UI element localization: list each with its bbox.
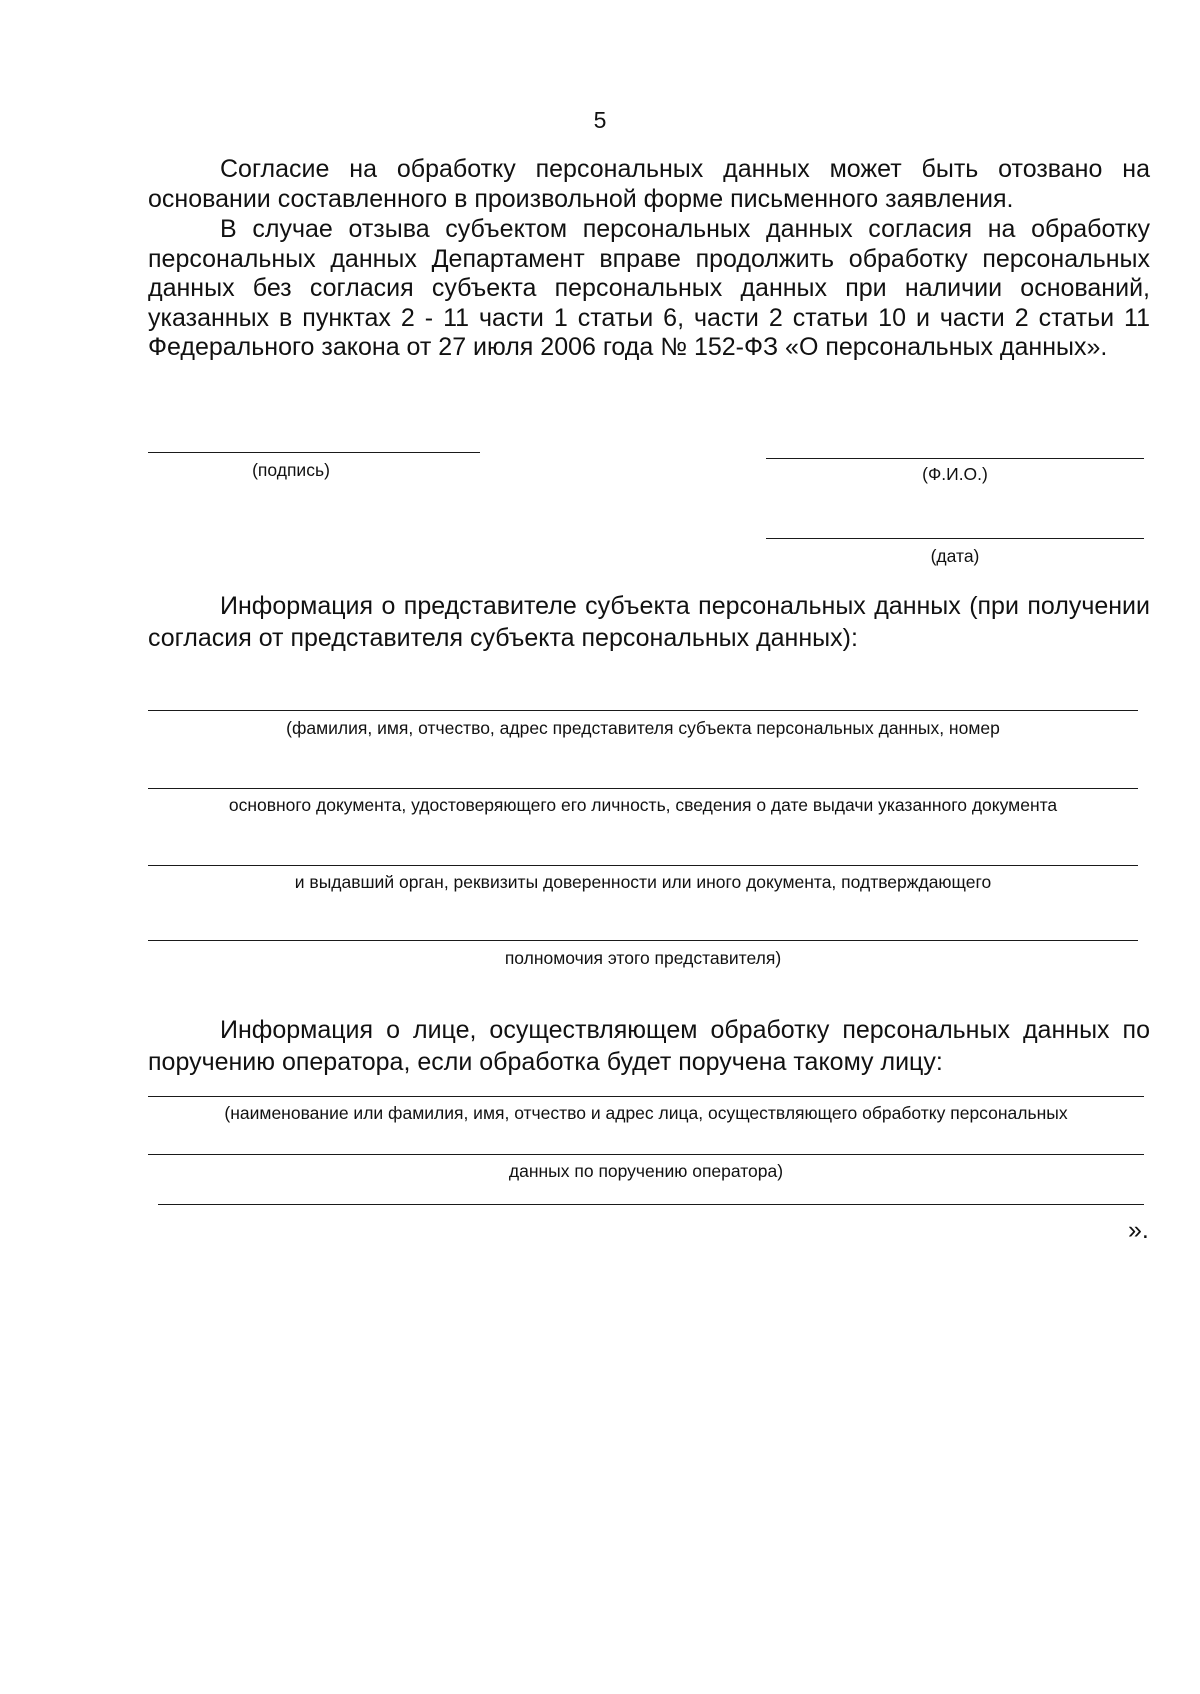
date-line[interactable] (766, 538, 1144, 539)
representative-caption-3: и выдавший орган, реквизиты доверенности или иного документа, подтверждающего (294, 872, 992, 892)
signature-line[interactable] (148, 452, 480, 453)
paragraph-representative-info: Информация о представителе субъекта персональных данных (при получении согласия от представителя субъекта персональных данных): (148, 592, 1150, 652)
signature-caption: (подпись) (252, 460, 330, 480)
representative-caption-1: (фамилия, имя, отчество, адрес представителя субъекта персональных данных, номер (286, 718, 1000, 738)
operator-caption-2: данных по поручению оператора) (508, 1161, 784, 1181)
fio-line[interactable] (766, 458, 1144, 459)
date-caption: (дата) (930, 546, 980, 566)
representative-line-4[interactable] (148, 940, 1138, 941)
fio-caption: (Ф.И.О.) (922, 464, 988, 484)
representative-caption-4: полномочия этого представителя) (504, 948, 782, 968)
paragraph-operator-info: Информация о лице, осуществляющем обработку персональных данных по поручению оператора, если обработка будет поручена такому лицу: (148, 1016, 1150, 1076)
representative-line-1[interactable] (148, 710, 1138, 711)
page-number: 5 (593, 107, 607, 133)
representative-line-3[interactable] (148, 865, 1138, 866)
representative-caption-2: основного документа, удостоверяющего его личность, сведения о дате выдачи указанного документа (228, 795, 1058, 815)
closing-quote-mark: ». (1128, 1216, 1149, 1244)
representative-line-2[interactable] (148, 788, 1138, 789)
operator-line-2[interactable] (148, 1154, 1144, 1155)
paragraph-consent-withdrawal: Согласие на обработку персональных данных может быть отозвано на основании составленного в произвольной форме письменного заявления. (148, 155, 1150, 213)
operator-caption-1: (наименование или фамилия, имя, отчество и адрес лица, осуществляющего обработку персональных (224, 1103, 1068, 1123)
paragraph-withdrawal-effect: В случае отзыва субъектом персональных данных согласия на обработку персональных данных Департамент вправе продолжить обработку персональных данных без согласия субъекта персональных данных при наличии оснований, указанных в пунктах 2 - 11 части 1 статьи 6, части 2 статьи 10 и части 2 статьи 11 Федерального закона от 27 июля 2006 года № 152-ФЗ «О персональных данных». (148, 215, 1150, 361)
operator-line-1[interactable] (148, 1096, 1144, 1097)
operator-line-3[interactable] (158, 1204, 1144, 1205)
